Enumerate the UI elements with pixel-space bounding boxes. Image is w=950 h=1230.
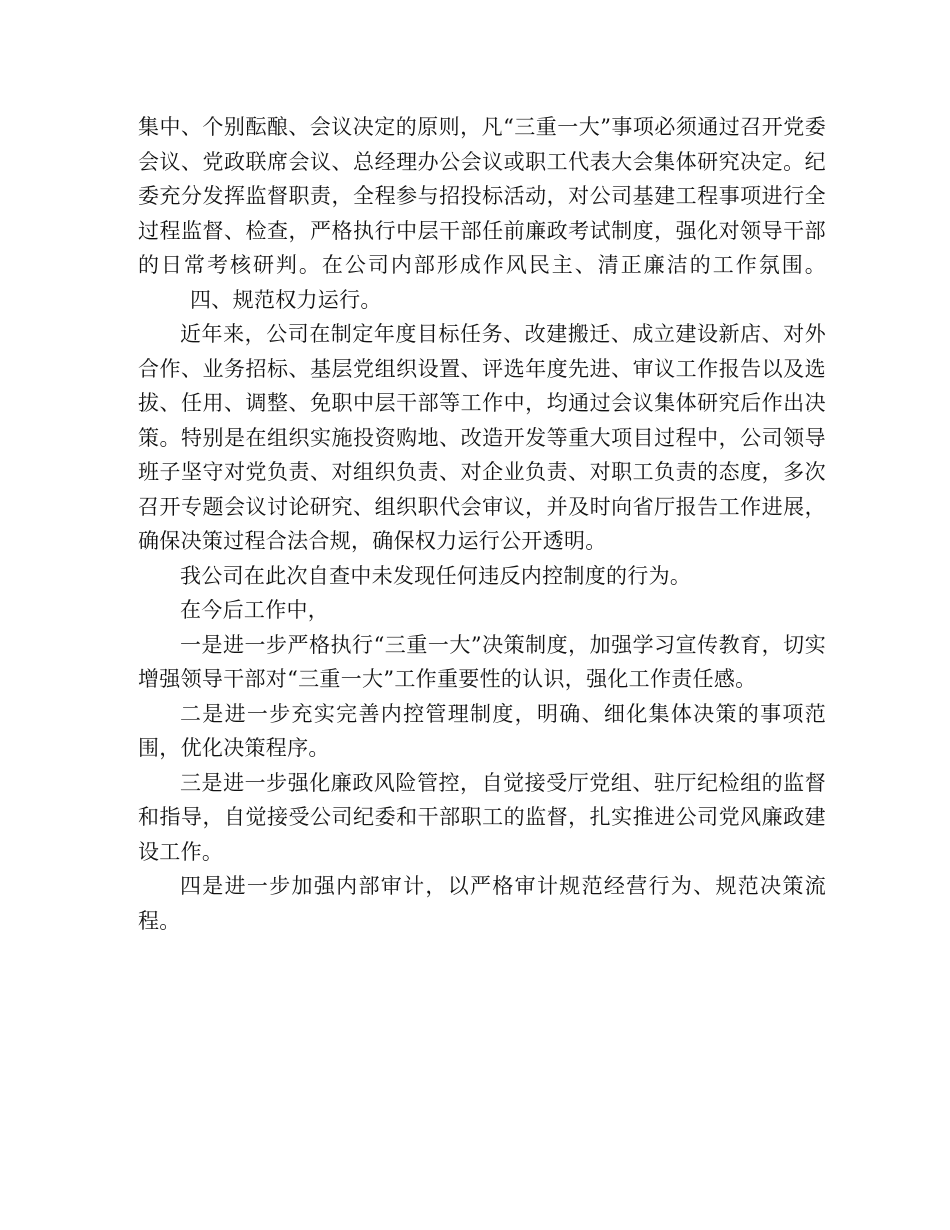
document-page [138,110,826,938]
paragraph-future-work: 在今后工作中， [180,598,330,622]
paragraph-self-inspection: 我公司在此次自查中未发现任何违反内控制度的行为。 [180,563,692,588]
section-heading-regulate-power: 四、规范权力运行。 [190,287,382,312]
paragraph-point-three: 三是进一步强化廉政风险管控，自觉接受厅党组、驻厅纪检组的监督和指导，自觉接受公司纪委和干部职工的监督，扎实推进公司党风廉政建设工作。 [138,770,826,864]
paragraph-point-one: 一是进一步严格执行“三重一大”决策制度，加强学习宣传教育，切实增强领导干部对“三重一大”工作重要性的认识，强化工作责任感。 [138,632,826,691]
paragraph-text: 集中、个别酝酿、会议决定的原则，凡“三重一大”事项必须通过召开党委会议、党政联席会议、总经理办公会议或职工代表大会集体研究决定。纪委充分发挥监督职责，全程参与招投标活动，对公司基建工程事项进行全过程监督、检查，严格执行中层干部任前廉政考试制度，强化对领导干部的日常考核研判。在公司内部形成作风民主、清正廉洁的工作氛围。 [138,115,826,277]
paragraph-point-four: 四是进一步加强内部审计，以严格审计规范经营行为、规范决策流程。 [138,874,826,933]
paragraph-recent-years: 近年来，公司在制定年度目标任务、改建搬迁、成立建设新店、对外合作、业务招标、基层党组织设置、评选年度先进、审议工作报告以及选拔、任用、调整、免职中层干部等工作中，均通过会议集体研究后作出决策。特别是在组织实施投资购地、改造开发等重大项目过程中，公司领导班子坚守对党负责、对组织负责、对企业负责、对职工负责的态度，多次召开专题会议讨论研究、组织职代会审议，并及时向省厅报告工作进展，确保决策过程合法合规，确保权力运行公开透明。 [138,322,826,553]
paragraph-decision-principle [138,110,826,317]
paragraph-point-two: 二是进一步充实完善内控管理制度，明确、细化集体决策的事项范围，优化决策程序。 [138,701,826,760]
